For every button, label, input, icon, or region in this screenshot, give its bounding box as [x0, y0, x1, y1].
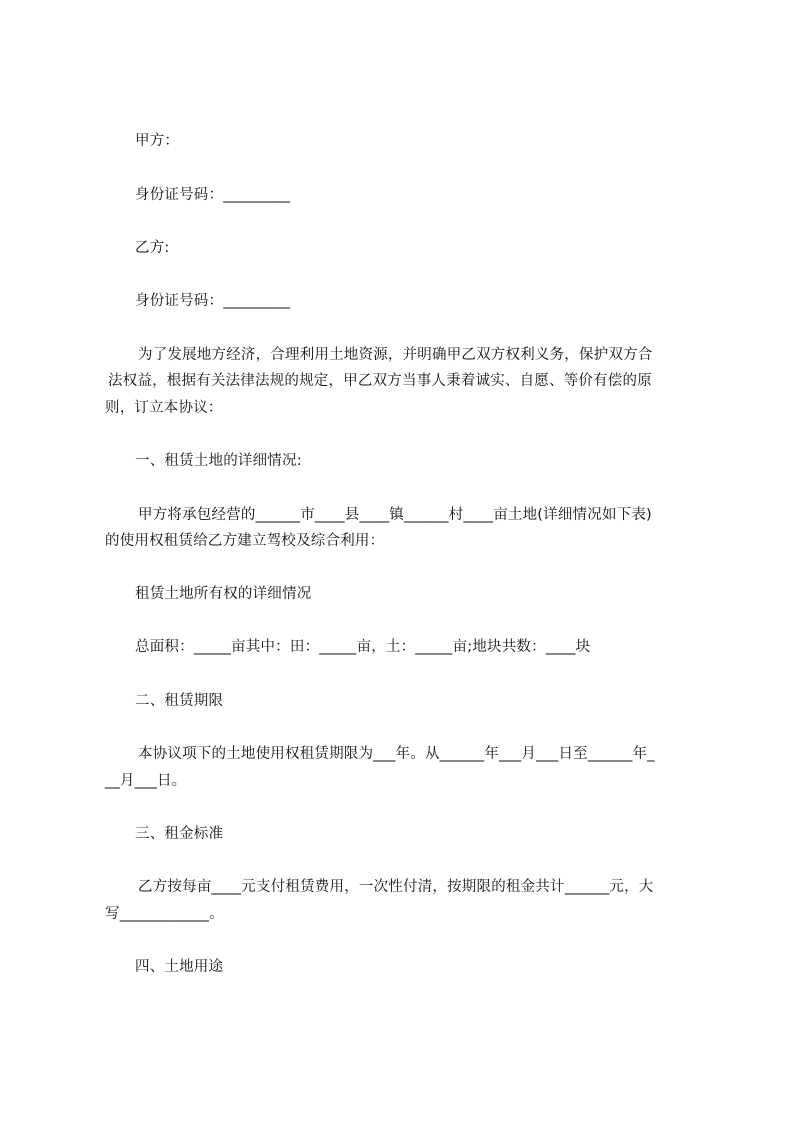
- preamble-line-1: 为了发展地方经济，合理利用土地资源，并明确甲乙双方权利义务，保护双方合: [138, 347, 653, 363]
- section-3-body-line-2: 写____________。: [105, 906, 224, 922]
- section-1-body-line-1: 甲方将承包经营的______市____县____镇______村____亩土地(详细情况如下表): [138, 507, 652, 523]
- section-1-subheading: 租赁土地所有权的详细情况: [135, 586, 312, 602]
- preamble-line-3: 则，订立本协议：: [105, 400, 223, 416]
- section-3-heading: 三、租金标准: [135, 826, 224, 842]
- section-1-area: 总面积：_____亩其中：田：_____亩，土：_____亩;地块共数：____块: [135, 639, 591, 655]
- party-b-id-field: 身份证号码：_________: [135, 293, 291, 309]
- party-a-id-field: 身份证号码：_________: [135, 187, 291, 203]
- party-a-label: 甲方：: [135, 133, 180, 149]
- section-3-body-line-1: 乙方按每亩____元支付租赁费用，一次性付清，按期限的租金共计______元，大: [138, 879, 654, 895]
- section-2-body-line-2: __月___日。: [105, 773, 187, 789]
- party-b-label: 乙方:: [135, 240, 170, 256]
- section-4-heading: 四、土地用途: [135, 959, 224, 975]
- section-1-body-line-2: 的使用权租赁给乙方建立驾校及综合利用：: [105, 533, 385, 549]
- section-2-body-line-1: 本协议项下的土地使用权租赁期限为___年。从______年___月___日至______年_: [138, 746, 655, 762]
- preamble-line-2: 法权益，根据有关法律法规的规定，甲乙双方当事人秉着诚实、自愿、等价有偿的原: [108, 373, 652, 389]
- section-1-heading: 一、租赁土地的详细情况:: [135, 453, 302, 469]
- section-2-heading: 二、租赁期限: [135, 693, 224, 709]
